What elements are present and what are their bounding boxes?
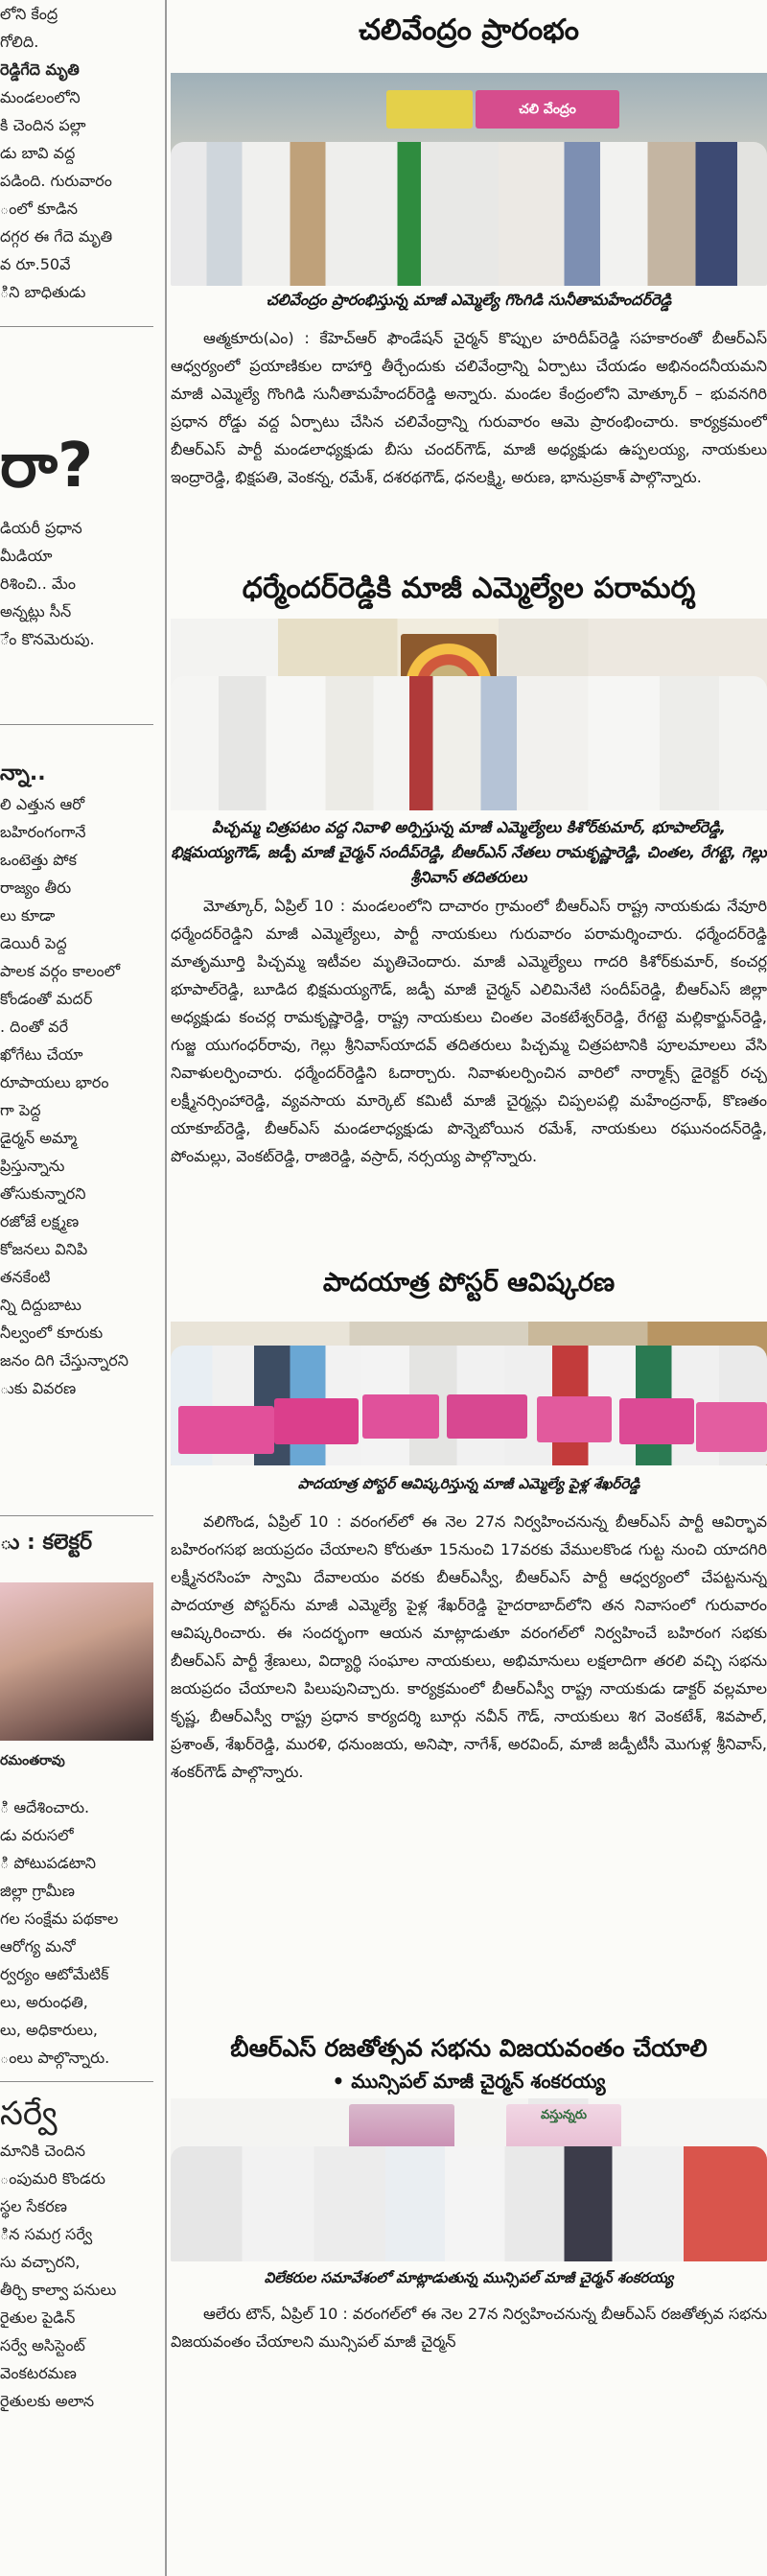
left-line: రైతులకు అలాన <box>0 2392 95 2410</box>
photo-banner-text: చలి వేంద్రం <box>476 90 619 129</box>
left-line: ఆరోగ్య మనో <box>0 1937 76 1955</box>
left-line: . దింతో వరే <box>0 1018 69 1036</box>
left-line: గా పెద్ద <box>0 1101 41 1119</box>
column-divider <box>165 0 167 2576</box>
article-body <box>171 2300 767 2355</box>
left-line: ంలు పాల్గొన్నారు. <box>0 2049 110 2067</box>
article-photo <box>171 619 767 810</box>
left-line: అన్నట్లు సీన్ <box>0 602 72 621</box>
left-line: లి ఎత్తున ఆరో <box>0 795 85 813</box>
photo-caption: విలేకరుల సమావేశంలో మాట్లాడుతున్న మున్సిపల్ మాజీ చైర్మన్ శంకరయ్య <box>264 2269 674 2286</box>
left-line: సర్వే అసిస్టెంట్ <box>0 2336 85 2354</box>
left-line: ర్వర్యం ఆటోమేటిక్ <box>0 1965 109 1983</box>
left-line: మీడియా <box>0 547 53 565</box>
left-line: నీల్వంలో కూరుకు <box>0 1323 104 1342</box>
left-subheading: రెడ్డిగేదె మృతి <box>0 60 80 79</box>
left-line: ఒంటెత్తు పోక <box>0 851 77 869</box>
left-line: డెయిరీ పెద్ద <box>0 934 67 952</box>
left-line: ంలో కూడిన <box>0 199 79 218</box>
article-body <box>171 324 767 491</box>
article-body <box>171 1508 767 1786</box>
left-line: లు కూడా <box>0 906 56 925</box>
left-line: పాలక వర్గం కాలంలో <box>0 962 121 980</box>
photo-people <box>171 676 767 810</box>
article-padayatra-poster <box>171 1264 767 1302</box>
left-line: కి చెందిన పల్లా <box>0 116 86 134</box>
photo-banner <box>386 90 473 129</box>
left-line: డు బావి వద్ద <box>0 144 76 162</box>
poster-icon <box>447 1394 527 1439</box>
photo-caption: పాదయాత్ర పోస్టర్ ఆవిష్కరిస్తున్న మాజీ ఎమ్మెల్యే పైళ్ల శేఖర్‌రెడ్డి <box>297 1475 640 1492</box>
left-line: వ రూ.50వే <box>0 255 71 273</box>
left-divider <box>0 724 153 725</box>
photo-caption: పిచ్చమ్మ చిత్రపటం వద్ద నివాళి అర్పిస్తున్న మాజీ ఎమ్మెల్యేలు కిశోర్‌కుమార్, భూపాల్‌రెడ్డి, భిక్షమయ్యగౌడ్, జడ్పీ మాజీ చైర్మన్ సందీప్‌రెడ్డి, బీఆర్‌ఎస్ నేతలు రామకృష్ణారెడ్డి, చింతల, రేగట్టె, గెల్లు శ్రీనివాస్ తదితరులు <box>171 818 767 886</box>
left-line: ి ఆదేశించారు. <box>0 1798 90 1816</box>
left-line: మానికి చెందిన <box>0 2142 86 2160</box>
left-line: ఖోగేటు చేయా <box>0 1045 83 1064</box>
left-column <box>0 0 153 2576</box>
left-line: న్ని దిద్దుబాటు <box>0 1296 81 1314</box>
article-headline: ధర్మేందర్‌రెడ్డికి మాజీ ఎమ్మెల్యేల పరామర్శ <box>242 572 696 605</box>
left-line: సు వచ్చారని, <box>0 2253 81 2271</box>
left-divider <box>0 326 153 327</box>
left-block-4 <box>0 1527 153 1559</box>
left-divider <box>0 2081 153 2082</box>
left-line: ిని బాధితుడు <box>0 283 86 301</box>
left-line: లు, అధికారులు, <box>0 2021 99 2039</box>
left-line: డు వరుసలో <box>0 1826 74 1844</box>
left-line: జిల్లా గ్రామీణ <box>0 1882 75 1900</box>
article-headline: పాదయాత్ర పోస్టర్ ఆవిష్కరణ <box>322 1268 616 1298</box>
article-silver-jubilee <box>171 2029 767 2095</box>
article-photo <box>171 73 767 286</box>
photo-people <box>171 2146 767 2261</box>
left-block-5 <box>0 1793 153 2072</box>
left-line: తోసుకున్నారని <box>0 1184 86 1203</box>
poster-icon <box>619 1398 694 1444</box>
article-photo <box>171 1322 767 1465</box>
left-heading: న్నా.. <box>0 761 46 785</box>
poster-icon <box>696 1402 767 1452</box>
article-photo <box>171 2098 767 2261</box>
left-block-2 <box>0 422 153 653</box>
poster-icon <box>178 1406 274 1454</box>
left-line: స్థల సేకరణ <box>0 2197 67 2215</box>
photo-wall-text: వస్తున్నరు <box>506 2104 621 2190</box>
photo-people <box>171 142 767 286</box>
left-block-6 <box>0 2091 153 2415</box>
left-line: రూపాయలు భారం <box>0 1073 109 1091</box>
article-headline: చలివేంద్రం ప్రారంభం <box>359 13 579 47</box>
article-text: ఆత్మకూరు(ఎం) : కేహెచ్‌ఆర్ ఫౌండేషన్ చైర్మన్ కొప్పుల హరిదీప్‌రెడ్డి సహకారంతో బీఆర్‌ఎస్ ఆధ్వర్యంలో ప్రయాణికుల దాహార్తి తీర్చేందుకు చలివేంద్రాన్ని ఏర్పాటు చేయడం అభినందనీయమని మాజీ ఎమ్మెల్యే గొంగిడి సునీతామహేందర్‌రెడ్డి అన్నారు. మండల కేంద్రంలోని మోత్కూర్ – భువనగిరి ప్రధాన రోడ్డు వద్ద ఏర్పాటు చేసిన చలివేంద్రాన్ని గురువారం ఆమె ప్రారంభించారు. కార్యక్రమంలో బీఆర్‌ఎస్ పార్టీ మండలాధ్యక్షుడు బీసు చందర్‌గౌడ్, మాజీ అధ్యక్షుడు ఉప్పలయ్య, నాయకులు ఇంద్రారెడ్డి, భిక్షపతి, వెంకన్న, రమేశ్, దశరథగౌడ్, ధనలక్ష్మి, అరుణ, భానుప్రకాశ్ పాల్గొన్నారు. <box>171 329 767 486</box>
left-divider <box>0 1515 153 1516</box>
left-line: గల సంక్షేమ పథకాల <box>0 1909 119 1928</box>
article-text: మోత్కూర్, ఏప్రిల్ 10 : మండలంలోని దాచారం గ్రామంలో బీఆర్‌ఎస్ రాష్ట్ర నాయకుడు నేవూరి ధర్మేందర్‌రెడ్డిని మాజీ ఎమ్మెల్యేలు, పార్టీ నాయకులు గురువారం పరామర్శించారు. ధర్మేందర్‌రెడ్డి మాతృమూర్తి పిచ్చమ్మ ఇటీవల మృతిచెందారు. మాజీ ఎమ్మెల్యేలు గాదరి కిశోర్‌కుమార్, కంచర్ల భూపాల్‌రెడ్డి, బూడిద భిక్షమయ్యగౌడ్, జడ్పీ మాజీ చైర్మన్ ఎలిమినేటి సందీప్‌రెడ్డి, బీఆర్‌ఎస్ జిల్లా అధ్యక్షుడు కంచర్ల రామకృష్ణారెడ్డి, రాష్ట్ర నాయకులు చింతల వెంకటేశ్వర్‌రెడ్డి, రేగట్టె మల్లికార్జున్‌రెడ్డి, గుజ్జ యుగంధర్‌రావు, గెల్లు శ్రీనివాస్‌యాదవ్ తదితరులు పిచ్చమ్మ చిత్రపటానికి పూలమాలలు వేసి నివాళులర్పించారు. ధర్మేందర్‌రెడ్డిని ఓదార్చారు. నివాళులర్పించిన వారిలో నార్మాక్స్ డైరెక్టర్ రచ్చ లక్ష్మీనర్సింహారెడ్డి, వ్యవసాయ మార్కెట్ కమిటీ మాజీ చైర్మన్లు చిప్పలపల్లి మహేంద్రనాథ్, కొణతం యాకూబ్‌రెడ్డి, బీఆర్‌ఎస్ మండలాధ్యక్షుడు పొన్నెబోయిన రమేశ్, నాయకులు రఘునందన్‌రెడ్డి, పోంమల్లు, వెంకట్‌రెడ్డి, రాజిరెడ్డి, వస్రాద్, నర్సయ్య పాల్గొన్నారు. <box>171 897 767 1165</box>
left-line: రజోజే లక్ష్మణ <box>0 1212 80 1230</box>
left-line: రాజ్యం తీరు <box>0 878 72 897</box>
main-column <box>171 0 767 2576</box>
article-dharmender-reddy <box>171 570 767 608</box>
left-line: కోండంతో మదర్ <box>0 990 93 1008</box>
left-big-headline: రా? <box>0 431 94 502</box>
left-line: లు, అరుంధతి, <box>0 1993 88 2011</box>
article-text: వలిగొండ, ఏప్రిల్ 10 : వరంగల్‌లో ఈ నెల 27న నిర్వహించనున్న బీఆర్‌ఎస్ పార్టీ ఆవిర్భావ బహిరంగసభ జయప్రదం చేయాలని కోరుతూ 15నుంచి 17వరకు వేములకొండ గుట్ట నుంచి యాదగిరి లక్ష్మీనరసింహ స్వామి దేవాలయం వరకు బీఆర్‌ఎస్వీ, బీఆర్‌ఎస్ పార్టీ ఆధ్వర్యంలో చేపట్టనున్న పాదయాత్ర పోస్టర్‌ను మాజీ ఎమ్మెల్యే పైళ్ల శేఖర్‌రెడ్డి హైదరాబాద్‌లోని తన నివాసంలో గురువారం ఆవిష్కరించారు. ఈ సందర్భంగా ఆయన మాట్లాడుతూ వరంగల్‌లో నిర్వహించే బహిరంగ సభకు బీఆర్‌ఎస్ పార్టీ శ్రేణులు, విద్యార్థి సంఘాల నాయకులు, అభిమానులు లక్షలాదిగా తరలి వచ్చి సభను జయప్రదం చేయాలని పిలుపునిచ్చారు. కార్యక్రమంలో బీఆర్‌ఎస్వీ రాష్ట్ర నాయకుడు డాక్టర్ వల్లమాల కృష్ణ, బీఆర్‌ఎస్వీ రాష్ట్ర ప్రధాన కార్యదర్శి బూర్గు నవీన్ గౌడ్, నాయకులు శిగ వెంకటేశ్, శివపాల్, ప్రశాంత్, శేఖర్‌రెడ్డి, మురళి, ధనుంజయ, అనిషా, నాగేశ్, అరవింద్, మాజీ జడ్పీటీసీ మొగుళ్ల శ్రీనివాస్, శంకర్‌గౌడ్ పాల్గొన్నారు. <box>171 1512 767 1781</box>
article-body <box>171 892 767 1170</box>
poster-icon <box>362 1394 439 1439</box>
left-line: పడింది. గురువారం <box>0 172 112 190</box>
left-line: తనకేంటి <box>0 1268 51 1286</box>
left-line: ప్రిస్తున్నాను <box>0 1157 65 1175</box>
poster-icon <box>537 1396 612 1442</box>
left-line: తీర్చి కాల్వా పనులు <box>0 2281 117 2299</box>
article-text: ఆలేరు టౌన్, ఏప్రిల్ 10 : వరంగల్‌లో ఈ నెల 27న నిర్వహించనున్న బీఆర్‌ఎస్ రజతోత్సవ సభను విజయవంతం చేయాలని మున్సిపల్ మాజీ చైర్మన్ <box>171 2305 767 2351</box>
article-chalivendram <box>171 0 767 50</box>
left-line: రిశించి.. మేం <box>0 574 76 593</box>
left-line: దగ్గర ఈ గేదె మృతి <box>0 227 113 246</box>
left-line: గోలిది. <box>0 33 39 51</box>
article-subheadline: • మున్సిపల్ మాజీ చైర్మన్ శంకరయ్య <box>332 2070 606 2093</box>
left-line: ి పోటుపడటాని <box>0 1854 96 1872</box>
left-line: లోని కేంద్ర <box>0 5 58 23</box>
left-photo <box>0 1582 153 1741</box>
photo-caption: చలివేంద్రం ప్రారంభిస్తున్న మాజీ ఎమ్మెల్యే గొంగిడి సునీతామహేందర్‌రెడ్డి <box>266 291 672 309</box>
left-line: ుకు వివరణ <box>0 1379 77 1397</box>
left-line: ేం కొనమెరుపు. <box>0 630 95 648</box>
left-block-3 <box>0 758 153 1402</box>
poster-icon <box>274 1398 359 1444</box>
left-line: జనం దిగి చేస్తున్నారని <box>0 1351 128 1370</box>
left-line: వెంకటరమణ <box>0 2364 77 2382</box>
left-heading: ు : కలెక్టర్ <box>0 1531 93 1555</box>
left-heading: సర్వే <box>0 2095 58 2133</box>
left-line: డియరీ ప్రధాన <box>0 519 82 537</box>
left-photo-caption: రమంతరావు <box>0 1753 65 1768</box>
left-line: కోజనలు వినిపి <box>0 1240 88 1258</box>
left-line: మండలంలోని <box>0 88 81 106</box>
left-line: ంపుమరి కొండరు <box>0 2169 105 2188</box>
left-line: రైతుల పైడిన్ <box>0 2308 76 2327</box>
left-line: డైర్మన్ అమ్మా <box>0 1129 78 1147</box>
left-line: ిన సమగ్ర సర్వే <box>0 2225 93 2243</box>
article-headline: బీఆర్‌ఎస్ రజతోత్సవ సభను విజయవంతం చేయాలి <box>230 2034 708 2062</box>
left-line: బహిరంగంగానే <box>0 823 86 841</box>
left-block-1 <box>0 0 153 306</box>
